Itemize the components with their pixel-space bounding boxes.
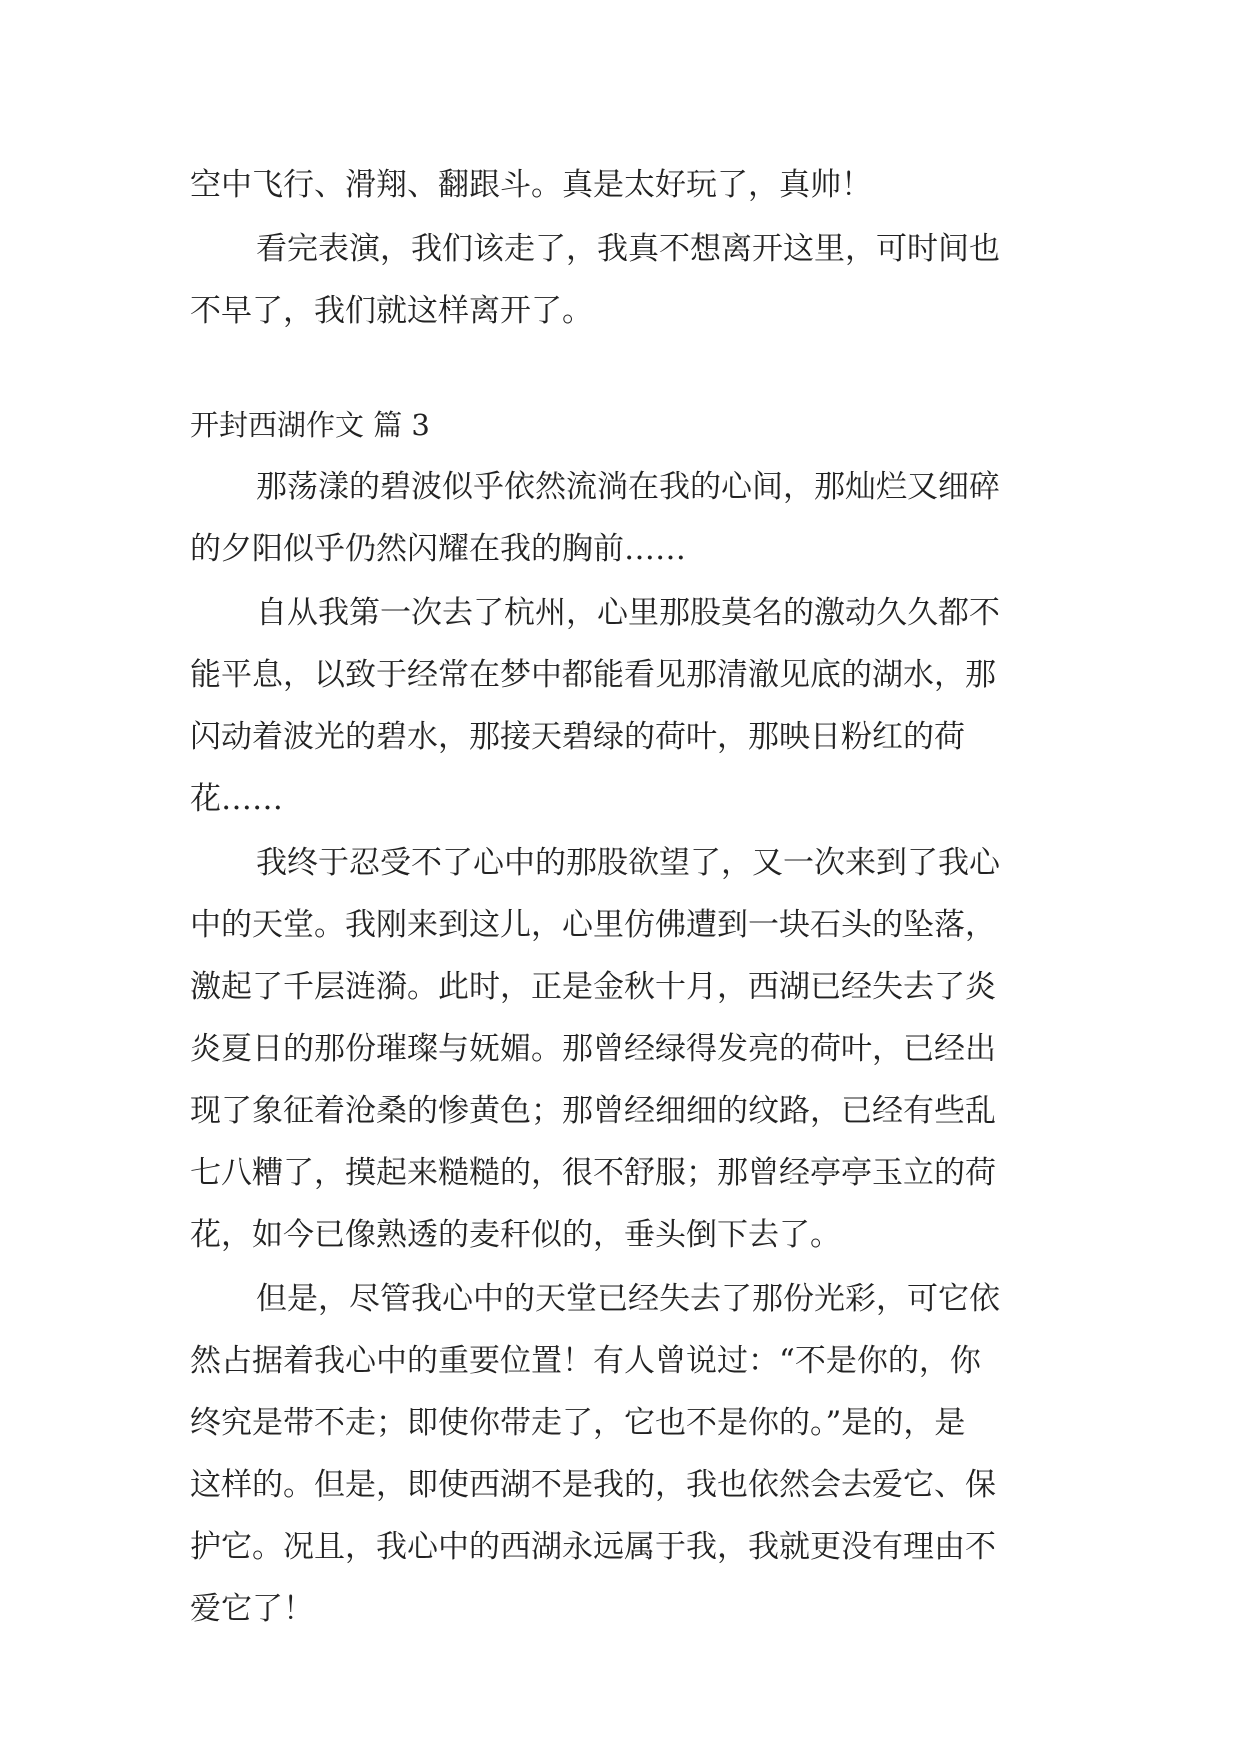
text-line: 闪动着波光的碧水，那接天碧绿的荷叶，那映日粉红的荷: [190, 719, 965, 755]
text-line: 能平息，以致于经常在梦中都能看见那清澈见底的湖水，那: [190, 657, 996, 693]
paragraph-first-line: 自从我第一次去了杭州，心里那股莫名的激动久久都不: [256, 595, 1000, 631]
text-line: 护它。况且，我心中的西湖永远属于我，我就更没有理由不: [190, 1529, 996, 1565]
text-line: 爱它了！: [190, 1591, 314, 1627]
paragraph-first-line: 我终于忍受不了心中的那股欲望了，又一次来到了我心: [256, 845, 1000, 881]
text-line: 激起了千层涟漪。此时，正是金秋十月，西湖已经失去了炎: [190, 969, 996, 1005]
text-line: 花……: [190, 781, 283, 817]
text-line: 这样的。但是，即使西湖不是我的，我也依然会去爱它、保: [190, 1467, 996, 1503]
text-line: 终究是带不走；即使你带走了，它也不是你的。”是的，是: [190, 1405, 966, 1441]
paragraph-first-line: 但是，尽管我心中的天堂已经失去了那份光彩，可它依: [256, 1281, 1000, 1317]
text-line: 炎夏日的那份璀璨与妩媚。那曾经绿得发亮的荷叶，已经出: [190, 1031, 996, 1067]
paragraph-first-line: 看完表演，我们该走了，我真不想离开这里，可时间也: [256, 231, 1000, 267]
text-line: 花，如今已像熟透的麦秆似的，垂头倒下去了。: [190, 1217, 841, 1253]
text-line: 然占据着我心中的重要位置！有人曾说过：“不是你的，你: [190, 1343, 981, 1379]
text-line: 现了象征着沧桑的惨黄色；那曾经细细的纹路，已经有些乱: [190, 1093, 996, 1129]
text-line: 不早了，我们就这样离开了。: [190, 293, 593, 329]
text-line: 的夕阳似乎仍然闪耀在我的胸前……: [190, 531, 686, 567]
paragraph-first-line: 那荡漾的碧波似乎依然流淌在我的心间，那灿烂又细碎: [256, 469, 1000, 505]
text-line: 空中飞行、滑翔、翻跟斗。真是太好玩了，真帅！: [190, 167, 872, 203]
text-line: 中的天堂。我刚来到这儿，心里仿佛遭到一块石头的坠落，: [190, 907, 996, 943]
text-line: 七八糟了，摸起来糙糙的，很不舒服；那曾经亭亭玉立的荷: [190, 1155, 996, 1191]
section-title: 开封西湖作文 篇 3: [190, 408, 430, 442]
